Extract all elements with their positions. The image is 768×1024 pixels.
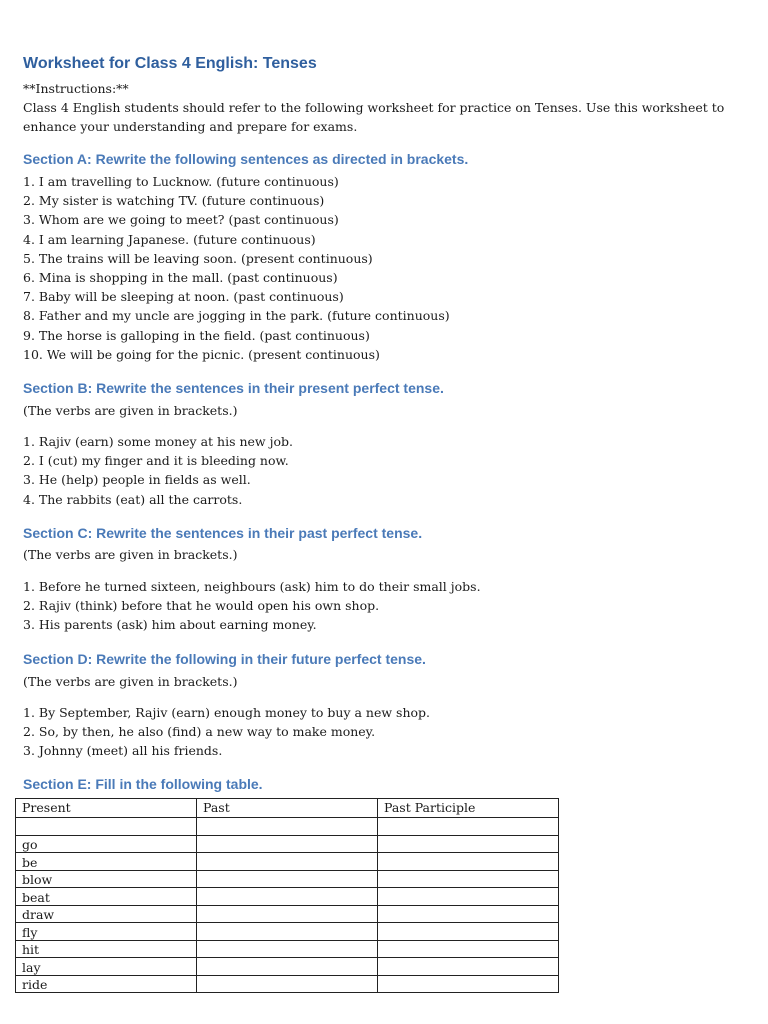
list-item: 1. By September, Rajiv (earn) enough money to buy a new shop. [23, 705, 431, 720]
table-cell-past[interactable] [197, 905, 378, 923]
list-item: 3. He (help) people in fields as well. [23, 472, 251, 488]
list-item: 1. I am travelling to Lucknow. (future continuous) [23, 174, 339, 189]
section-a-list [23, 172, 450, 364]
table-cell-present: fly [16, 923, 197, 941]
list-item: 8. Father and my uncle are jogging in the park. (future continuous) [23, 308, 450, 324]
list-item: 7. Baby will be sleeping at noon. (past continuous) [23, 289, 344, 305]
list-item: 1. Rajiv (earn) some money at his new job. [23, 434, 293, 449]
column-header-past-participle: Past Participle [378, 799, 559, 818]
section-d-list [23, 703, 430, 761]
table-cell-present: blow [16, 870, 197, 888]
section-c-note: (The verbs are given in brackets.) [23, 547, 238, 562]
table-row [16, 958, 559, 976]
table-row [16, 888, 559, 906]
table-cell-present: hit [16, 940, 197, 958]
table-cell-past-participle[interactable] [378, 940, 559, 958]
section-b-list [23, 432, 293, 509]
table-cell-past-participle[interactable] [378, 835, 559, 853]
table-cell-past[interactable] [197, 818, 378, 836]
column-header-present: Present [16, 799, 197, 818]
table-cell-present: draw [16, 905, 197, 923]
table-cell-past[interactable] [197, 940, 378, 958]
table-cell-past[interactable] [197, 835, 378, 853]
table-cell-past-participle[interactable] [378, 958, 559, 976]
list-item: 6. Mina is shopping in the mall. (past continuous) [23, 269, 338, 285]
list-item: 2. Rajiv (think) before that he would open his own shop. [23, 598, 380, 614]
section-a-heading: Section A: Rewrite the following sentences as directed in brackets. [23, 151, 469, 167]
verb-forms-table [15, 798, 559, 993]
table-cell-present: go [16, 835, 197, 853]
table-row [16, 818, 559, 836]
page-title: Worksheet for Class 4 English: Tenses [23, 55, 317, 72]
list-item: 2. So, by then, he also (find) a new way to make money. [23, 724, 376, 740]
table-cell-present: lay [16, 958, 197, 976]
table-cell-past[interactable] [197, 975, 378, 993]
list-item: 2. I (cut) my finger and it is bleeding now. [23, 453, 289, 469]
intro-paragraph: Class 4 English students should refer to the following worksheet for practice on Tenses. Use this worksheet to enhance your understanding and prepare for exams. [23, 100, 725, 134]
table-header-row [16, 799, 559, 818]
list-item: 5. The trains will be leaving soon. (present continuous) [23, 250, 373, 266]
table-cell-past-participle[interactable] [378, 923, 559, 941]
table-cell-past-participle[interactable] [378, 853, 559, 871]
list-item: 1. Before he turned sixteen, neighbours (ask) him to do their small jobs. [23, 579, 481, 594]
table-cell-past-participle[interactable] [378, 975, 559, 993]
table-cell-past[interactable] [197, 958, 378, 976]
section-d-heading: Section D: Rewrite the following in their future perfect tense. [23, 651, 426, 667]
list-item: 3. Whom are we going to meet? (past continuous) [23, 212, 339, 228]
table-cell-past[interactable] [197, 923, 378, 941]
table-cell-past-participle[interactable] [378, 818, 559, 836]
table-cell-past-participle[interactable] [378, 888, 559, 906]
list-item: 3. Johnny (meet) all his friends. [23, 743, 223, 759]
list-item: 9. The horse is galloping in the field. (past continuous) [23, 327, 370, 343]
table-cell-past[interactable] [197, 888, 378, 906]
table-cell-past-participle[interactable] [378, 870, 559, 888]
table-row [16, 940, 559, 958]
list-item: 4. I am learning Japanese. (future continuous) [23, 231, 316, 247]
table-row [16, 853, 559, 871]
table-cell-present: ride [16, 975, 197, 993]
list-item: 10. We will be going for the picnic. (present continuous) [23, 346, 380, 362]
list-item: 2. My sister is watching TV. (future continuous) [23, 193, 325, 209]
list-item: 3. His parents (ask) him about earning money. [23, 617, 317, 633]
section-c-heading: Section C: Rewrite the sentences in their past perfect tense. [23, 525, 423, 541]
table-row [16, 923, 559, 941]
table-cell-present: be [16, 853, 197, 871]
list-item: 4. The rabbits (eat) all the carrots. [23, 491, 243, 507]
section-d-note: (The verbs are given in brackets.) [23, 674, 238, 689]
table-cell-past[interactable] [197, 870, 378, 888]
section-b-note: (The verbs are given in brackets.) [23, 403, 238, 418]
table-cell-past-participle[interactable] [378, 905, 559, 923]
column-header-past: Past [197, 799, 378, 818]
table-cell-past[interactable] [197, 853, 378, 871]
table-cell-present [16, 818, 197, 836]
table-cell-present: beat [16, 888, 197, 906]
table-row [16, 835, 559, 853]
section-b-heading: Section B: Rewrite the sentences in their present perfect tense. [23, 380, 444, 396]
section-e-heading: Section E: Fill in the following table. [23, 776, 263, 792]
table-row [16, 870, 559, 888]
section-c-list [23, 577, 481, 635]
instructions-label: **Instructions:** [23, 81, 129, 96]
table-row [16, 975, 559, 993]
table-row [16, 905, 559, 923]
